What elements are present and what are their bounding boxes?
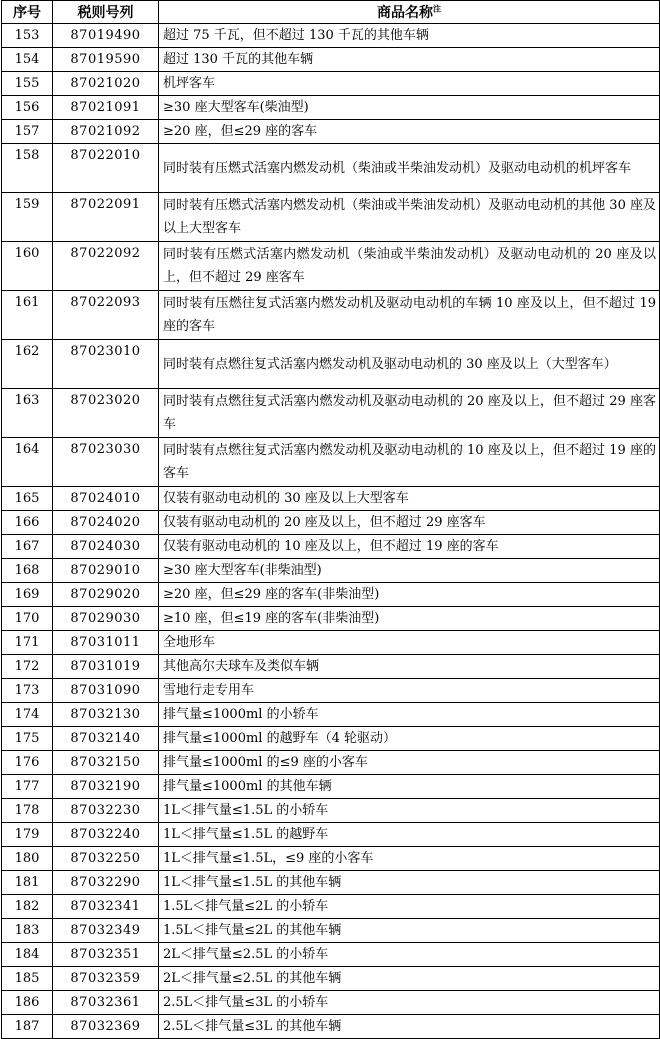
table-header-row [2, 1, 660, 24]
row-serial-no: 180 [2, 847, 53, 871]
row-product-name: 排气量≤1000ml 的越野车（4 轮驱动） [159, 727, 660, 751]
row-serial-no: 166 [2, 511, 53, 535]
row-product-name: 排气量≤1000ml 的其他车辆 [159, 775, 660, 799]
row-serial-no: 160 [2, 242, 53, 291]
row-product-name: 1L＜排气量≤1.5L 的越野车 [159, 823, 660, 847]
table-row [2, 607, 660, 631]
row-product-name: 1.5L＜排气量≤2L 的其他车辆 [159, 919, 660, 943]
row-serial-no: 171 [2, 631, 53, 655]
row-product-name: 其他高尔夫球车及类似车辆 [159, 655, 660, 679]
row-product-name: 1.5L＜排气量≤2L 的小轿车 [159, 895, 660, 919]
table-row [2, 438, 660, 487]
row-product-name: 2.5L＜排气量≤3L 的其他车辆 [159, 1015, 660, 1039]
row-tariff-code: 87032190 [53, 775, 159, 799]
table-row [2, 655, 660, 679]
row-tariff-code: 87032351 [53, 943, 159, 967]
row-tariff-code: 87032349 [53, 919, 159, 943]
row-product-name: 1L＜排气量≤1.5L，≤9 座的小客车 [159, 847, 660, 871]
table-row [2, 48, 660, 72]
row-serial-no: 157 [2, 120, 53, 144]
table-row [2, 799, 660, 823]
row-tariff-code: 87032359 [53, 967, 159, 991]
table-row [2, 679, 660, 703]
table-row [2, 193, 660, 242]
row-tariff-code: 87032250 [53, 847, 159, 871]
row-tariff-code: 87032369 [53, 1015, 159, 1039]
row-product-name: 同时装有压燃式活塞内燃发动机（柴油或半柴油发动机）及驱动电动机的 20 座及以上，但不超过 29 座客车 [159, 242, 660, 291]
table-row [2, 703, 660, 727]
row-tariff-code: 87022010 [53, 144, 159, 193]
row-tariff-code: 87021092 [53, 120, 159, 144]
table-row [2, 72, 660, 96]
row-serial-no: 184 [2, 943, 53, 967]
table-row [2, 242, 660, 291]
row-tariff-code: 87032290 [53, 871, 159, 895]
row-serial-no: 159 [2, 193, 53, 242]
row-tariff-code: 87021091 [53, 96, 159, 120]
row-product-name: 同时装有点燃往复式活塞内燃发动机及驱动电动机的 20 座及以上，但不超过 29 座客车 [159, 389, 660, 438]
row-product-name: 仅装有驱动电动机的 30 座及以上大型客车 [159, 487, 660, 511]
row-product-name: 排气量≤1000ml 的小轿车 [159, 703, 660, 727]
row-product-name: 同时装有点燃往复式活塞内燃发动机及驱动电动机的 30 座及以上（大型客车） [159, 340, 660, 389]
row-serial-no: 170 [2, 607, 53, 631]
table-row [2, 559, 660, 583]
row-tariff-code: 87032361 [53, 991, 159, 1015]
row-tariff-code: 87024010 [53, 487, 159, 511]
row-serial-no: 177 [2, 775, 53, 799]
row-tariff-code: 87022091 [53, 193, 159, 242]
row-serial-no: 155 [2, 72, 53, 96]
row-product-name: 同时装有点燃往复式活塞内燃发动机及驱动电动机的 10 座及以上，但不超过 19 座的客车 [159, 438, 660, 487]
row-product-name: 同时装有压燃往复式活塞内燃发动机及驱动电动机的车辆 10 座及以上，但不超过 19 座的客车 [159, 291, 660, 340]
row-product-name: ≥30 座大型客车(柴油型) [159, 96, 660, 120]
row-product-name: ≥10 座，但≤19 座的客车(非柴油型) [159, 607, 660, 631]
row-serial-no: 164 [2, 438, 53, 487]
table-row [2, 291, 660, 340]
row-tariff-code: 87032240 [53, 823, 159, 847]
row-serial-no: 176 [2, 751, 53, 775]
row-product-name: 全地形车 [159, 631, 660, 655]
table-row [2, 535, 660, 559]
row-product-name: ≥20 座，但≤29 座的客车 [159, 120, 660, 144]
table-row [2, 943, 660, 967]
row-serial-no: 187 [2, 1015, 53, 1039]
row-tariff-code: 87032150 [53, 751, 159, 775]
column-header-serial-no: 序号 [2, 1, 53, 24]
table-row [2, 1015, 660, 1039]
row-serial-no: 158 [2, 144, 53, 193]
table-row [2, 967, 660, 991]
row-tariff-code: 87029010 [53, 559, 159, 583]
table-row [2, 96, 660, 120]
column-header-product-name-label: 商品名称 [377, 5, 433, 21]
row-tariff-code: 87031019 [53, 655, 159, 679]
table-row [2, 751, 660, 775]
table-row [2, 389, 660, 438]
row-serial-no: 167 [2, 535, 53, 559]
row-tariff-code: 87029020 [53, 583, 159, 607]
row-tariff-code: 87032230 [53, 799, 159, 823]
row-tariff-code: 87032140 [53, 727, 159, 751]
table-row [2, 24, 660, 48]
table-row [2, 991, 660, 1015]
row-product-name: 超过 75 千瓦，但不超过 130 千瓦的其他车辆 [159, 24, 660, 48]
table-row [2, 871, 660, 895]
row-product-name: 排气量≤1000ml 的≤9 座的小客车 [159, 751, 660, 775]
row-tariff-code: 87019490 [53, 24, 159, 48]
row-product-name: 1L＜排气量≤1.5L 的其他车辆 [159, 871, 660, 895]
row-serial-no: 185 [2, 967, 53, 991]
row-product-name: 仅装有驱动电动机的 20 座及以上，但不超过 29 座客车 [159, 511, 660, 535]
row-serial-no: 183 [2, 919, 53, 943]
row-tariff-code: 87031090 [53, 679, 159, 703]
row-product-name: 同时装有压燃式活塞内燃发动机（柴油或半柴油发动机）及驱动电动机的机坪客车 [159, 144, 660, 193]
row-serial-no: 178 [2, 799, 53, 823]
row-serial-no: 162 [2, 340, 53, 389]
row-serial-no: 179 [2, 823, 53, 847]
row-serial-no: 168 [2, 559, 53, 583]
row-product-name: 仅装有驱动电动机的 10 座及以上，但不超过 19 座的客车 [159, 535, 660, 559]
row-serial-no: 156 [2, 96, 53, 120]
row-serial-no: 186 [2, 991, 53, 1015]
table-row [2, 775, 660, 799]
table-row [2, 895, 660, 919]
table-row [2, 727, 660, 751]
table-row [2, 583, 660, 607]
table-row [2, 144, 660, 193]
row-tariff-code: 87023010 [53, 340, 159, 389]
row-tariff-code: 87019590 [53, 48, 159, 72]
row-product-name: 超过 130 千瓦的其他车辆 [159, 48, 660, 72]
row-product-name: 2L＜排气量≤2.5L 的其他车辆 [159, 967, 660, 991]
row-tariff-code: 87023030 [53, 438, 159, 487]
row-serial-no: 153 [2, 24, 53, 48]
row-tariff-code: 87031011 [53, 631, 159, 655]
row-tariff-code: 87022092 [53, 242, 159, 291]
table-row [2, 487, 660, 511]
row-product-name: ≥20 座，但≤29 座的客车(非柴油型) [159, 583, 660, 607]
table-row [2, 823, 660, 847]
note-marker: 注 [433, 4, 441, 14]
row-serial-no: 175 [2, 727, 53, 751]
row-tariff-code: 87024030 [53, 535, 159, 559]
tariff-table [1, 0, 660, 1039]
row-product-name: 机坪客车 [159, 72, 660, 96]
table-row [2, 919, 660, 943]
row-serial-no: 172 [2, 655, 53, 679]
row-serial-no: 174 [2, 703, 53, 727]
row-product-name: ≥30 座大型客车(非柴油型) [159, 559, 660, 583]
table-body [2, 24, 660, 1039]
row-tariff-code: 87023020 [53, 389, 159, 438]
table-row [2, 631, 660, 655]
row-product-name: 1L＜排气量≤1.5L 的小轿车 [159, 799, 660, 823]
table-row [2, 340, 660, 389]
table-row [2, 120, 660, 144]
row-serial-no: 173 [2, 679, 53, 703]
row-serial-no: 154 [2, 48, 53, 72]
table-row [2, 847, 660, 871]
row-tariff-code: 87032130 [53, 703, 159, 727]
row-product-name: 雪地行走专用车 [159, 679, 660, 703]
row-product-name: 同时装有压燃式活塞内燃发动机（柴油或半柴油发动机）及驱动电动机的其他 30 座及以上大型客车 [159, 193, 660, 242]
row-tariff-code: 87029030 [53, 607, 159, 631]
row-tariff-code: 87021020 [53, 72, 159, 96]
row-serial-no: 165 [2, 487, 53, 511]
row-tariff-code: 87022093 [53, 291, 159, 340]
row-serial-no: 181 [2, 871, 53, 895]
column-header-tariff-code: 税则号列 [53, 1, 159, 24]
row-product-name: 2L＜排气量≤2.5L 的小轿车 [159, 943, 660, 967]
row-product-name: 2.5L＜排气量≤3L 的小轿车 [159, 991, 660, 1015]
row-serial-no: 161 [2, 291, 53, 340]
row-serial-no: 182 [2, 895, 53, 919]
table-row [2, 511, 660, 535]
row-serial-no: 163 [2, 389, 53, 438]
column-header-product-name [159, 1, 660, 24]
row-tariff-code: 87032341 [53, 895, 159, 919]
row-tariff-code: 87024020 [53, 511, 159, 535]
row-serial-no: 169 [2, 583, 53, 607]
